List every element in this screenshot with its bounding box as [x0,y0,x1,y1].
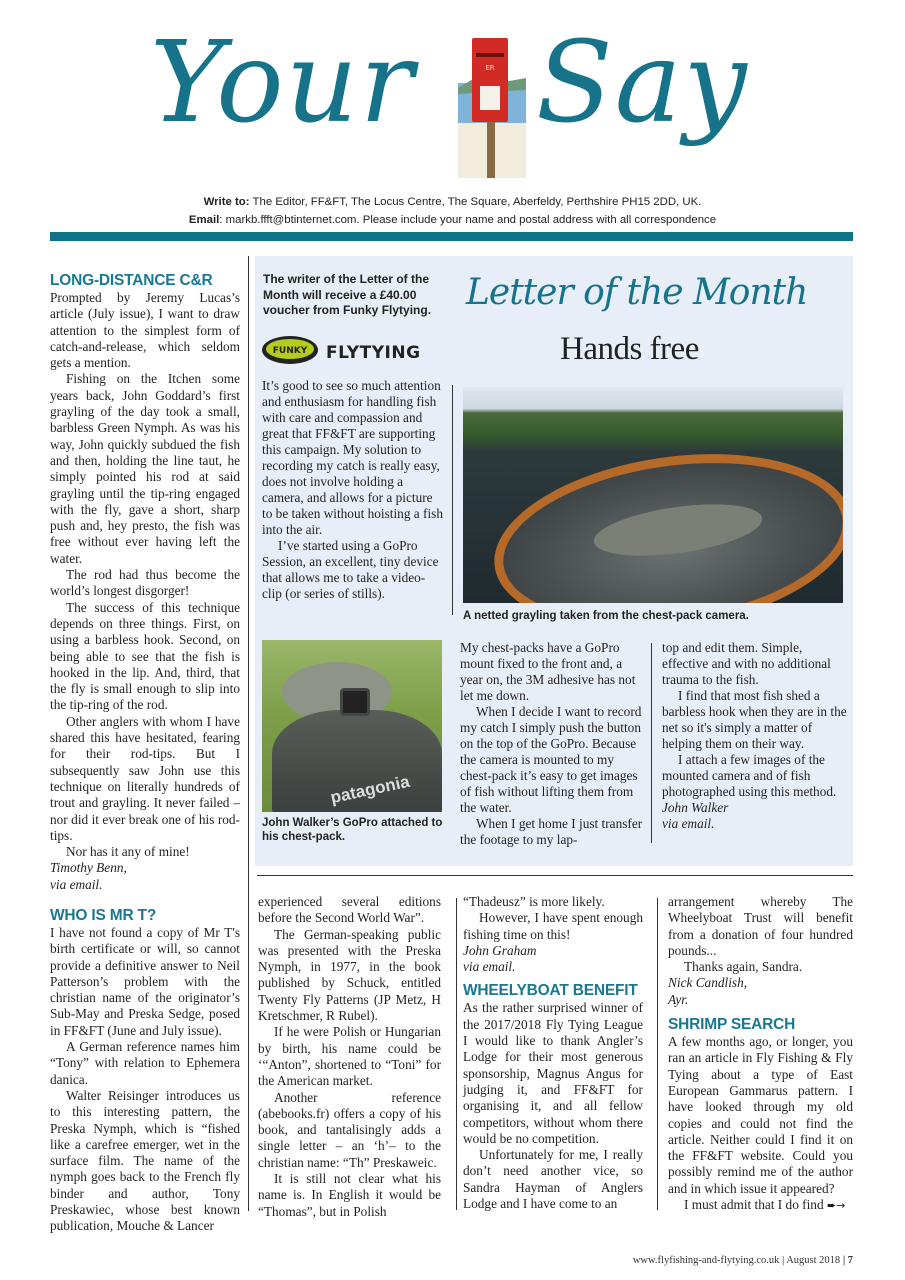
signature-location: via email. [662,816,715,831]
signature: John Graham [463,942,537,958]
letter-heading: LONG-DISTANCE C&R [50,272,213,289]
paragraph: If he were Polish or Hungarian by birth, his name could be ‘“Anton”, shortened to “Toni” for the American market. [258,1024,441,1089]
paragraph: I attach a few images of the mounted camera and of fish photographed using this method. [662,752,837,799]
paragraph: “Thadeusz” is more likely. [463,894,605,909]
lotm-intro [262,378,445,602]
letter-heading: WHEELYBOAT BENEFIT [463,982,638,1000]
postbox-illustration [458,28,526,178]
letter-heading: WHO IS MR T? [50,906,157,924]
paragraph: I must admit that I do find [684,1197,824,1213]
double-arrow-right-icon: ➨→ [826,1199,846,1213]
paragraph: top and edit them. Simple, effective and with no additional trauma to the fish. [662,640,831,687]
paragraph: Fishing on the Itchen some years back, John Goddard’s first grayling of the day took a small, barbless Green Nymph. As was his way, John quickly subdued the fish and then, holding the line taut, he simply pointed his rod at said grayling until the tip-ring engaged with the fly, gave a short, sharp push and, hey presto, the fish was free without ever having left the water. [50,371,240,566]
email-line [0,214,905,226]
funky-flytying-logo [262,334,447,366]
closing-line [668,1197,853,1214]
netted-grayling-photo [463,387,843,603]
lotm-body-col-a [460,640,645,848]
gopro-camera [340,688,370,716]
lotm-body-col-b [662,640,848,832]
gopro-photo [262,640,442,812]
photo-caption: A netted grayling taken from the chest-pack camera. [463,610,749,622]
left-column [50,272,240,1235]
letter-who-is-mr-t [50,907,240,1235]
paragraph: However, I have spent enough fishing time on this! [463,910,643,942]
paragraph: The success of this technique depends on three things. First, on using a barbless hook. Second, on being able to see that the fish is hooked in the lip. And, third, that the fly is small enough to slip into the tip-ring of the rod. [50,599,240,713]
patagonia-brand: patagonia [328,771,412,808]
paragraph: When I decide I want to record my catch I simply push the button on the top of the GoPro. Because the camera is mounted to my chest-pack it’s easy to get images of fish without lifting them from the water. [460,704,642,815]
paragraph: Other anglers with whom I have shared this have hesitated, fearing for their rod-tips. But I subsequently saw John use this technique on literally hundreds of trout and grayling. It never failed – nor did it ever break one of his rod-tips. [50,713,240,843]
signature-location: via email. [50,876,103,892]
letter-heading: SHRIMP SEARCH [668,1016,796,1034]
column-rule [657,898,658,1210]
paragraph: I find that most fish shed a barbless hook when they are in the net so it's simply a matter of helping them on their way. [662,688,847,751]
paragraph: Nor has it any of mine! [66,844,190,860]
write-to-line [0,196,905,208]
paragraph: Unfortunately for me, I really don’t need another vice, so Sandra Hayman of Anglers Lodge and I have come to an [463,1147,643,1212]
logo-badge-text: FUNKY [272,346,308,356]
masthead-title-say: Say [536,18,749,148]
paragraph: The German-speaking public was presented with the Preska Nymph, in 1977, in the book published by Schuck, entitled Twenty Fly Patterns (JP Metz, H Kretschmer, R Rubel). [258,926,441,1024]
paragraph: When I get home I just transfer the footage to my lap- [460,816,643,847]
write-to-address: The Editor, FF&FT, The Locus Centre, The Square, Aberfeldy, Perthshire PH15 2DD, UK. [249,196,702,208]
paragraph: A German reference names him “Tony” with relation to Ephemera danica. [50,1039,240,1087]
page-footer: www.flyfishing-and-flytying.co.uk | August 2018 | 7 [632,1255,853,1266]
signature: Timothy Benn, [50,860,127,876]
letter-long-distance [50,272,240,893]
column-rule [651,643,652,843]
header-divider-bar [50,232,853,241]
signature: Nick Candlish, [668,975,748,991]
paragraph: Another reference (abebooks.fr) offers a copy of his book, and tantalisingly adds a single letter – an ‘h’– to the christian name: “Th” Preskaweic. [258,1089,441,1170]
page-number: 7 [847,1255,853,1266]
letter-who-is-mr-t-cont [258,894,441,1220]
paragraph: It’s good to see so much attention and enthusiasm for handling fish with care and compassion and great that FF&FT are supporting this campaign. My solution to recording my catch is really easy, does not involve holding a camera, and allows for a picture to be taken without hoisting a fish into the air. [262,378,443,537]
paragraph: experienced several editions before the Second World War”. [258,894,441,926]
column-rule [452,385,453,615]
write-to-label: Write to: [203,196,250,208]
paragraph: I have not found a copy of Mr T's birth certificate or will, so cannot provide a definitive answer to Neil Patterson’s problem with the christian name of the originator’s Sub-May and Preska Sedge, posed in FF&FT (June and July issue). [50,924,240,1038]
paragraph: It is still not clear what his name is. In English it would be “Thomas”, but in Polish [258,1171,441,1219]
column-3 [463,894,643,1212]
prize-promo: The writer of the Letter of the Month will receive a £40.00 voucher from Funky Flytying. [263,272,432,317]
postbox-lettering: ER [485,64,495,72]
signature: John Walker [662,800,729,815]
footer-issue: August 2018 [786,1255,841,1266]
column-4 [668,894,853,1214]
paragraph: arrangement whereby The Wheelyboat Trust will benefit from a donation of four hundred pounds... [668,894,853,958]
signature-location: via email. [463,959,516,975]
paragraph: A few months ago, or longer, you ran an article in Fly Fishing & Fly Tying about a type of East European Gammarus pattern. I have looked through my old copies and could not find the article. Neither could I find it on the FF&FT website. Could you possibly remind me of the author and in which issue it appeared? [668,1034,853,1196]
paragraph: Prompted by Jeremy Lucas’s article (July issue), I want to draw attention to the simplest form of catch-and-release, which seldom gets a mention. [50,290,240,371]
logo-word-text: FLYTYING [326,343,421,363]
signature-location: Ayr. [668,991,689,1007]
column-rule [456,898,457,1210]
email-label: Email [188,214,220,226]
paragraph: Walter Reisinger introduces us to this interesting pattern, the Preska Nymph, which is “fished like a carefree emerger, wet in the surface film. The name of the nymph goes back to the French fly binder and author, Tony Preskawiec, whose best known publication, Mouche & Lancer [50,1087,240,1234]
column-rule [248,256,249,1211]
paragraph: As the rather surprised winner of the 2017/2018 Fly Tying League I would like to thank Angler’s Lodge for their most generous sponsorship, Magnus Angus for judging it, and FF&FT for organising it, and all fellow competitors, without whom there would be no competition. [463,1000,643,1146]
email-text[interactable]: : markb.ffft@btinternet.com. Please include your name and postal address with all correspondence [219,214,717,226]
paragraph: The rod had thus become the world’s longest disgorger! [50,567,240,599]
photo-caption: John Walker’s GoPro attached to his chest-pack. [262,817,443,843]
letter-of-the-month-title: Letter of the Month [466,272,808,313]
section-divider [257,875,853,876]
masthead-title-your: Your [150,18,416,148]
letter-headline: Hands free [560,331,699,367]
paragraph: I’ve started using a GoPro Session, an excellent, tiny device that allows me to take a video-clip (or series of stills). [262,538,439,601]
paragraph: My chest-packs have a GoPro mount fixed to the front and, a year on, the 3M adhesive has not let me down. [460,640,636,703]
paragraph: Thanks again, Sandra. [684,959,803,975]
footer-url[interactable]: www.flyfishing-and-flytying.co.uk [632,1255,780,1266]
